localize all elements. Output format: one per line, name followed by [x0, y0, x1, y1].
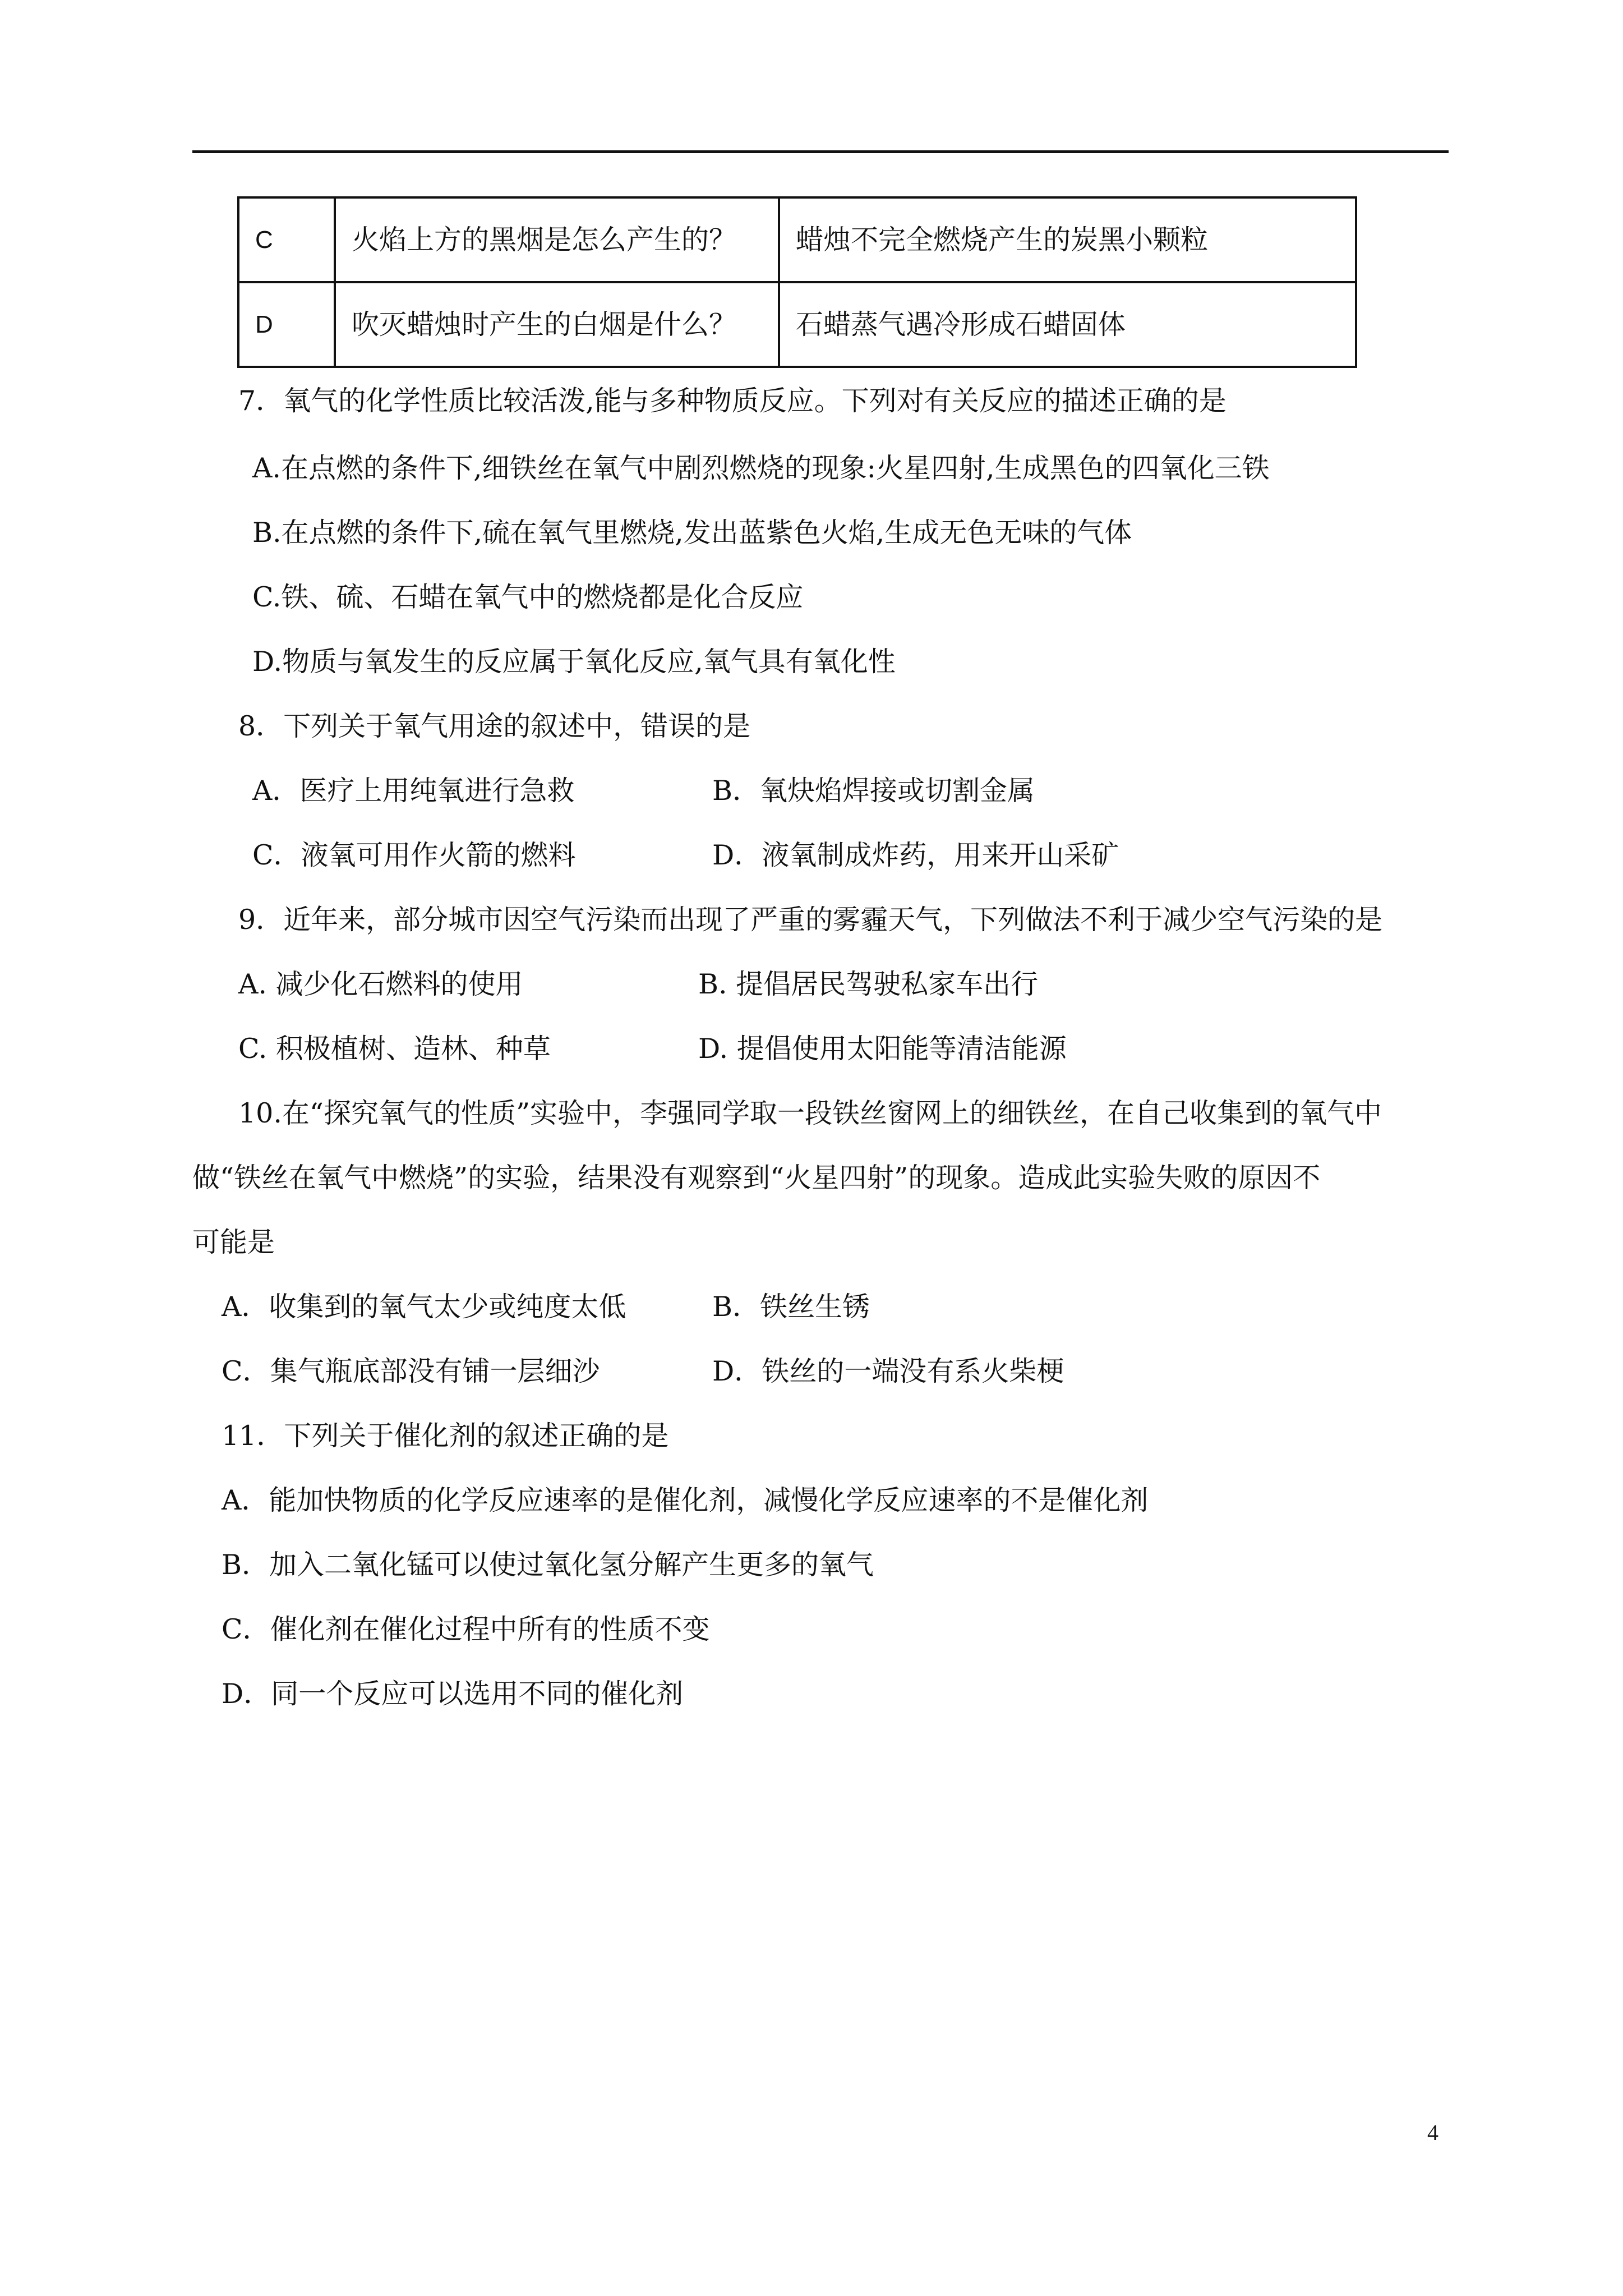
q7-stem: 7．氧气的化学性质比较活泼,能与多种物质反应。下列对有关反应的描述正确的是 — [238, 385, 1227, 417]
answer-cell: 蜡烛不完全燃烧产生的炭黑小颗粒 — [779, 197, 1356, 282]
q10-stem-line-2: 做“铁丝在氧气中燃烧”的实验，结果没有观察到“火星四射”的现象。造成此实验失败的原因不 — [192, 1162, 1321, 1194]
q7-option-a: A.在点燃的条件下,细铁丝在氧气中剧烈燃烧的现象:火星四射,生成黑色的四氧化三铁 — [252, 452, 1270, 484]
option-cell: D — [238, 282, 335, 367]
q11-option-d: D．同一个反应可以选用不同的催化剂 — [222, 1678, 684, 1710]
q7-option-b: B.在点燃的条件下,硫在氧气里燃烧,发出蓝紫色火焰,生成无色无味的气体 — [252, 517, 1132, 549]
q11-option-c: C．催化剂在催化过程中所有的性质不变 — [222, 1613, 710, 1645]
q8-option-c: C．液氧可用作火箭的燃料 — [252, 839, 576, 871]
q8-stem: 8．下列关于氧气用途的叙述中，错误的是 — [238, 710, 751, 742]
q10-stem-line-3: 可能是 — [192, 1226, 275, 1258]
question-cell: 火焰上方的黑烟是怎么产生的？ — [335, 197, 779, 282]
q11-option-a: A．能加快物质的化学反应速率的是催化剂，减慢化学反应速率的不是催化剂 — [222, 1484, 1149, 1516]
header-rule — [192, 150, 1449, 153]
q7-option-c: C.铁、硫、石蜡在氧气中的燃烧都是化合反应 — [252, 581, 804, 613]
q10-option-b: B．铁丝生锈 — [712, 1291, 870, 1323]
q8-option-d: D．液氧制成炸药，用来开山采矿 — [712, 839, 1119, 871]
q9-option-c: C. 积极植树、造林、种草 — [238, 1033, 551, 1065]
q9-stem: 9．近年来，部分城市因空气污染而出现了严重的雾霾天气，下列做法不利于减少空气污染的是 — [238, 904, 1383, 936]
answer-cell: 石蜡蒸气遇冷形成石蜡固体 — [779, 282, 1356, 367]
q9-option-b: B. 提倡居民驾驶私家车出行 — [698, 968, 1039, 1000]
table-row — [238, 282, 1356, 367]
page-number: 4 — [1427, 2120, 1438, 2145]
table-row — [238, 197, 1356, 282]
q10-option-d: D．铁丝的一端没有系火柴梗 — [712, 1355, 1064, 1387]
q11-stem: 11．下列关于催化剂的叙述正确的是 — [222, 1420, 669, 1452]
q9-option-d: D. 提倡使用太阳能等清洁能源 — [698, 1033, 1067, 1065]
q9-option-a: A. 减少化石燃料的使用 — [238, 968, 523, 1000]
question-cell: 吹灭蜡烛时产生的白烟是什么？ — [335, 282, 779, 367]
q10-option-c: C．集气瓶底部没有铺一层细沙 — [222, 1355, 600, 1387]
candle-question-table — [237, 196, 1357, 368]
q11-option-b: B．加入二氧化锰可以使过氧化氢分解产生更多的氧气 — [222, 1549, 874, 1581]
option-cell: C — [238, 197, 335, 282]
q8-option-a: A．医疗上用纯氧进行急救 — [252, 775, 575, 807]
q8-option-b: B．氧炔焰焊接或切割金属 — [712, 775, 1035, 807]
q7-option-d: D.物质与氧发生的反应属于氧化反应,氧气具有氧化性 — [252, 646, 896, 678]
q10-stem-line-1: 10.在“探究氧气的性质”实验中，李强同学取一段铁丝窗网上的细铁丝，在自己收集到的氧气中 — [238, 1097, 1382, 1129]
q10-option-a: A．收集到的氧气太少或纯度太低 — [222, 1291, 626, 1323]
